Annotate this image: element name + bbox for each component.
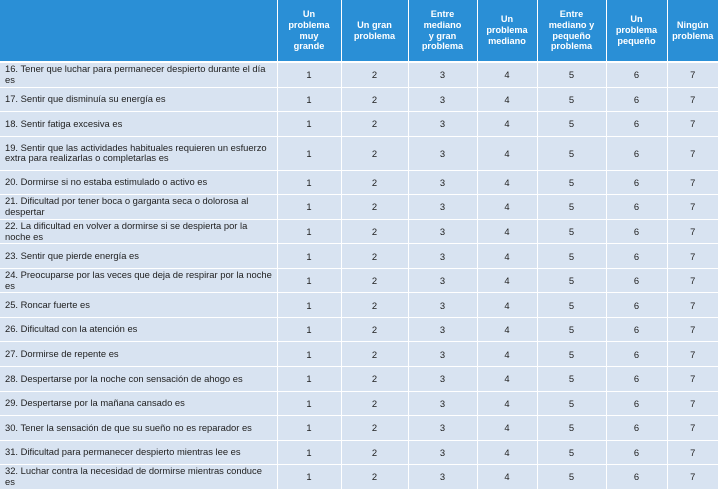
score-option-6[interactable]: 6: [606, 416, 667, 441]
question-text: 22. La dificultad en volver a dormirse si se despierta por la noche es: [0, 219, 277, 244]
score-option-7[interactable]: 7: [667, 440, 718, 465]
score-option-7[interactable]: 7: [667, 62, 718, 87]
score-option-7[interactable]: 7: [667, 136, 718, 170]
score-option-3[interactable]: 3: [408, 195, 477, 220]
question-text: 26. Dificultad con la atención es: [0, 317, 277, 342]
header-item-column: [0, 0, 277, 62]
score-option-5[interactable]: 5: [537, 136, 606, 170]
score-option-5[interactable]: 5: [537, 440, 606, 465]
score-option-4[interactable]: 4: [477, 416, 537, 441]
score-option-6[interactable]: 6: [606, 170, 667, 195]
table-row: [0, 268, 718, 293]
score-option-2[interactable]: 2: [341, 416, 408, 441]
score-option-4[interactable]: 4: [477, 317, 537, 342]
score-option-7[interactable]: 7: [667, 244, 718, 269]
score-option-4[interactable]: 4: [477, 170, 537, 195]
score-option-7[interactable]: 7: [667, 219, 718, 244]
score-option-1[interactable]: 1: [277, 293, 341, 318]
score-option-1[interactable]: 1: [277, 416, 341, 441]
score-option-7[interactable]: 7: [667, 268, 718, 293]
score-option-2[interactable]: 2: [341, 195, 408, 220]
score-option-6[interactable]: 6: [606, 62, 667, 87]
score-option-3[interactable]: 3: [408, 170, 477, 195]
question-text: 27. Dormirse de repente es: [0, 342, 277, 367]
score-option-1[interactable]: 1: [277, 391, 341, 416]
score-option-7[interactable]: 7: [667, 317, 718, 342]
score-option-3[interactable]: 3: [408, 136, 477, 170]
score-option-6[interactable]: 6: [606, 367, 667, 392]
score-option-6[interactable]: 6: [606, 112, 667, 137]
score-option-4[interactable]: 4: [477, 112, 537, 137]
score-option-6[interactable]: 6: [606, 219, 667, 244]
table-row: [0, 342, 718, 367]
score-option-6[interactable]: 6: [606, 87, 667, 112]
score-option-1[interactable]: 1: [277, 195, 341, 220]
question-text: 19. Sentir que las actividades habituales requieren un esfuerzo extra para realizarlas o completarlas es: [0, 136, 277, 170]
table-row: [0, 416, 718, 441]
score-option-6[interactable]: 6: [606, 317, 667, 342]
score-option-6[interactable]: 6: [606, 293, 667, 318]
score-option-2[interactable]: 2: [341, 62, 408, 87]
score-option-4[interactable]: 4: [477, 268, 537, 293]
score-option-5[interactable]: 5: [537, 170, 606, 195]
score-option-4[interactable]: 4: [477, 219, 537, 244]
table-row: [0, 62, 718, 87]
score-option-3[interactable]: 3: [408, 293, 477, 318]
score-option-1[interactable]: 1: [277, 367, 341, 392]
score-option-2[interactable]: 2: [341, 219, 408, 244]
question-text: 25. Roncar fuerte es: [0, 293, 277, 318]
score-option-2[interactable]: 2: [341, 268, 408, 293]
score-option-3[interactable]: 3: [408, 342, 477, 367]
question-text: 29. Despertarse por la mañana cansado es: [0, 391, 277, 416]
score-option-2[interactable]: 2: [341, 367, 408, 392]
score-option-4[interactable]: 4: [477, 440, 537, 465]
score-option-4[interactable]: 4: [477, 367, 537, 392]
score-option-5[interactable]: 5: [537, 268, 606, 293]
score-option-6[interactable]: 6: [606, 244, 667, 269]
score-option-5[interactable]: 5: [537, 317, 606, 342]
score-option-5[interactable]: 5: [537, 465, 606, 490]
score-option-1[interactable]: 1: [277, 136, 341, 170]
score-option-4[interactable]: 4: [477, 293, 537, 318]
header-scale-1: Un problema muy grande: [277, 0, 341, 62]
question-text: 32. Luchar contra la necesidad de dormirse mientras conduce es: [0, 465, 277, 490]
score-option-3[interactable]: 3: [408, 465, 477, 490]
score-option-3[interactable]: 3: [408, 391, 477, 416]
score-option-2[interactable]: 2: [341, 112, 408, 137]
table-row: [0, 317, 718, 342]
header-scale-4: Un problema mediano: [477, 0, 537, 62]
table-body: [0, 62, 718, 489]
score-option-4[interactable]: 4: [477, 136, 537, 170]
score-option-2[interactable]: 2: [341, 87, 408, 112]
score-option-2[interactable]: 2: [341, 136, 408, 170]
score-option-6[interactable]: 6: [606, 440, 667, 465]
score-option-6[interactable]: 6: [606, 391, 667, 416]
score-option-3[interactable]: 3: [408, 87, 477, 112]
score-option-3[interactable]: 3: [408, 317, 477, 342]
table-row: [0, 112, 718, 137]
score-option-3[interactable]: 3: [408, 268, 477, 293]
score-option-1[interactable]: 1: [277, 170, 341, 195]
score-option-4[interactable]: 4: [477, 465, 537, 490]
score-option-6[interactable]: 6: [606, 136, 667, 170]
score-option-5[interactable]: 5: [537, 62, 606, 87]
score-option-3[interactable]: 3: [408, 219, 477, 244]
score-option-3[interactable]: 3: [408, 440, 477, 465]
question-text: 24. Preocuparse por las veces que deja de respirar por la noche es: [0, 268, 277, 293]
score-option-1[interactable]: 1: [277, 244, 341, 269]
score-option-7[interactable]: 7: [667, 195, 718, 220]
score-option-5[interactable]: 5: [537, 342, 606, 367]
score-option-5[interactable]: 5: [537, 219, 606, 244]
question-text: 20. Dormirse si no estaba estimulado o activo es: [0, 170, 277, 195]
score-option-7[interactable]: 7: [667, 170, 718, 195]
score-option-1[interactable]: 1: [277, 440, 341, 465]
question-text: 18. Sentir fatiga excesiva es: [0, 112, 277, 137]
question-text: 30. Tener la sensación de que su sueño no es reparador es: [0, 416, 277, 441]
score-option-1[interactable]: 1: [277, 465, 341, 490]
table-row: [0, 391, 718, 416]
table-row: [0, 219, 718, 244]
question-text: 31. Dificultad para permanecer despierto mientras lee es: [0, 440, 277, 465]
score-option-1[interactable]: 1: [277, 268, 341, 293]
score-option-7[interactable]: 7: [667, 416, 718, 441]
score-option-5[interactable]: 5: [537, 195, 606, 220]
score-option-2[interactable]: 2: [341, 391, 408, 416]
score-option-5[interactable]: 5: [537, 87, 606, 112]
score-option-3[interactable]: 3: [408, 112, 477, 137]
score-option-3[interactable]: 3: [408, 367, 477, 392]
table-row: [0, 367, 718, 392]
score-option-2[interactable]: 2: [341, 465, 408, 490]
score-option-1[interactable]: 1: [277, 317, 341, 342]
table-row: [0, 87, 718, 112]
score-option-4[interactable]: 4: [477, 342, 537, 367]
header-scale-2: Un gran problema: [341, 0, 408, 62]
table-row: [0, 195, 718, 220]
score-option-5[interactable]: 5: [537, 416, 606, 441]
table-row: [0, 244, 718, 269]
table-header-row: [0, 0, 718, 62]
table-row: [0, 170, 718, 195]
score-option-5[interactable]: 5: [537, 293, 606, 318]
score-option-4[interactable]: 4: [477, 87, 537, 112]
header-scale-6: Un problema pequeño: [606, 0, 667, 62]
table-row: [0, 440, 718, 465]
score-option-1[interactable]: 1: [277, 112, 341, 137]
score-option-3[interactable]: 3: [408, 62, 477, 87]
score-option-1[interactable]: 1: [277, 87, 341, 112]
question-text: 23. Sentir que pierde energía es: [0, 244, 277, 269]
score-option-2[interactable]: 2: [341, 440, 408, 465]
score-option-4[interactable]: 4: [477, 62, 537, 87]
score-option-5[interactable]: 5: [537, 112, 606, 137]
question-text: 28. Despertarse por la noche con sensación de ahogo es: [0, 367, 277, 392]
table-row: [0, 136, 718, 170]
score-option-7[interactable]: 7: [667, 87, 718, 112]
table-row: [0, 465, 718, 490]
score-option-2[interactable]: 2: [341, 170, 408, 195]
score-option-7[interactable]: 7: [667, 391, 718, 416]
score-option-1[interactable]: 1: [277, 62, 341, 87]
score-option-2[interactable]: 2: [341, 293, 408, 318]
score-option-6[interactable]: 6: [606, 268, 667, 293]
header-scale-7: Ningún problema: [667, 0, 718, 62]
score-option-2[interactable]: 2: [341, 342, 408, 367]
score-option-7[interactable]: 7: [667, 465, 718, 490]
score-option-7[interactable]: 7: [667, 112, 718, 137]
question-text: 21. Dificultad por tener boca o garganta seca o dolorosa al despertar: [0, 195, 277, 220]
score-option-4[interactable]: 4: [477, 195, 537, 220]
score-option-6[interactable]: 6: [606, 465, 667, 490]
score-option-6[interactable]: 6: [606, 195, 667, 220]
score-option-7[interactable]: 7: [667, 367, 718, 392]
table-row: [0, 293, 718, 318]
score-option-6[interactable]: 6: [606, 342, 667, 367]
score-option-7[interactable]: 7: [667, 293, 718, 318]
question-text: 17. Sentir que disminuía su energía es: [0, 87, 277, 112]
score-option-3[interactable]: 3: [408, 244, 477, 269]
question-text: 16. Tener que luchar para permanecer despierto durante el día es: [0, 62, 277, 87]
score-option-2[interactable]: 2: [341, 317, 408, 342]
score-option-7[interactable]: 7: [667, 342, 718, 367]
score-option-3[interactable]: 3: [408, 416, 477, 441]
score-option-1[interactable]: 1: [277, 342, 341, 367]
score-option-1[interactable]: 1: [277, 219, 341, 244]
header-scale-5: Entre mediano y pequeño problema: [537, 0, 606, 62]
score-option-4[interactable]: 4: [477, 244, 537, 269]
score-option-5[interactable]: 5: [537, 244, 606, 269]
score-option-2[interactable]: 2: [341, 244, 408, 269]
header-scale-3: Entre mediano y gran problema: [408, 0, 477, 62]
score-option-4[interactable]: 4: [477, 391, 537, 416]
score-option-5[interactable]: 5: [537, 367, 606, 392]
score-option-5[interactable]: 5: [537, 391, 606, 416]
